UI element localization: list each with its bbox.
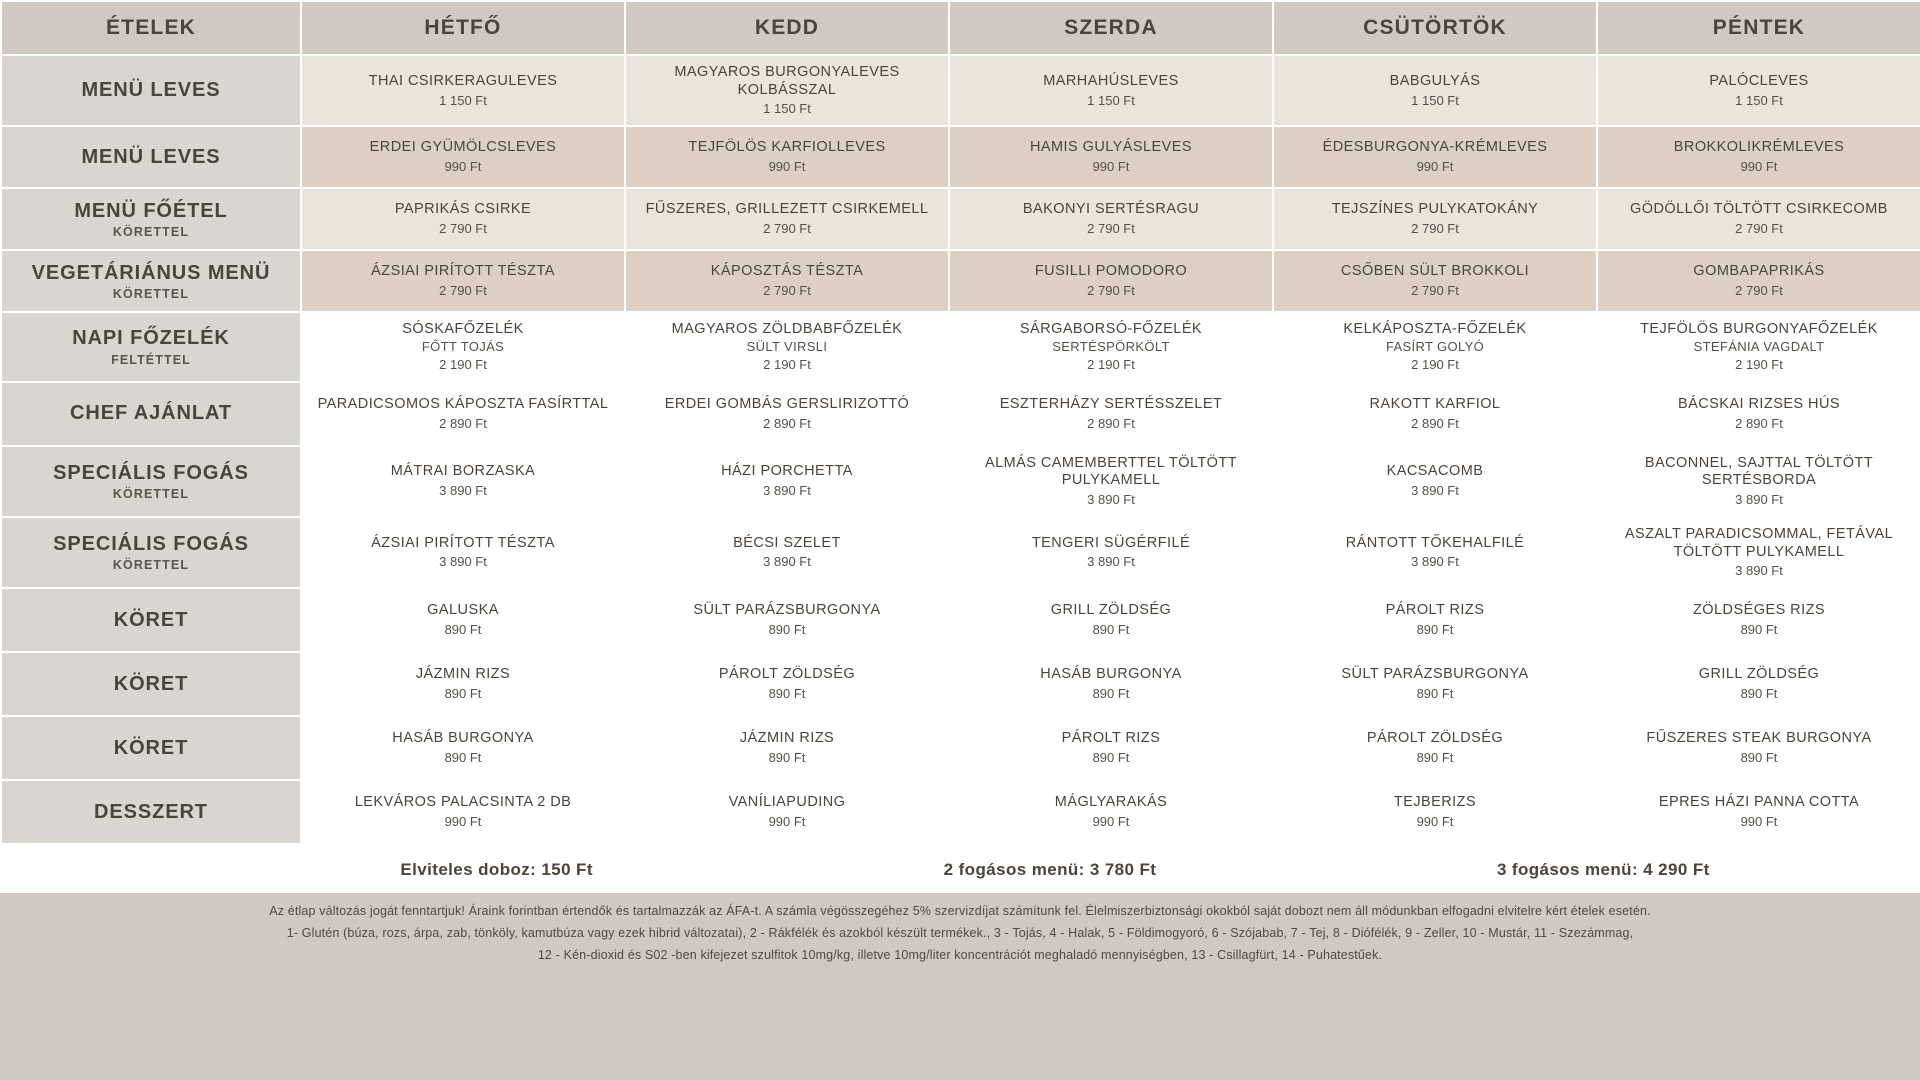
menu-item-cell: [1598, 518, 1920, 587]
menu-item-price: 2 790 Ft: [439, 283, 487, 299]
header-row: [2, 2, 1920, 54]
row-category: [2, 717, 300, 779]
menu-item-cell: [1274, 653, 1596, 715]
menu-item-name: TEJFÖLÖS KARFIOLLEVES: [688, 139, 886, 156]
totals-bar: [0, 847, 1920, 893]
menu-item-name: MÁTRAI BORZASKA: [390, 463, 536, 480]
menu-item-price: 1 150 Ft: [1087, 92, 1135, 108]
menu-item-name: FŰSZERES, GRILLEZETT CSIRKEMELL: [645, 201, 929, 218]
menu-item-price: 890 Ft: [1416, 750, 1454, 766]
menu-item-price: 3 890 Ft: [1735, 563, 1783, 579]
menu-item-price: 2 890 Ft: [439, 415, 487, 431]
menu-item-name: SÜLT PARÁZSBURGONYA: [693, 602, 881, 619]
menu-item-price: 3 890 Ft: [439, 483, 487, 499]
menu-item-cell: [1274, 447, 1596, 516]
row-category: [2, 589, 300, 651]
menu-item-price: 2 790 Ft: [763, 221, 811, 237]
menu-item-name: LEKVÁROS PALACSINTA 2 DB: [354, 794, 572, 811]
menu-item-price: 890 Ft: [1740, 750, 1778, 766]
row-category-label: MENÜ FŐÉTEL: [74, 199, 228, 222]
menu-item-cell: [626, 313, 948, 380]
menu-item-price: 2 790 Ft: [1735, 283, 1783, 299]
menu-item-price: 2 790 Ft: [1087, 221, 1135, 237]
menu-item-price: 990 Ft: [444, 814, 482, 830]
row-category: [2, 251, 300, 311]
menu-item-price: 2 790 Ft: [439, 221, 487, 237]
menu-item-price: 2 790 Ft: [763, 283, 811, 299]
row-category-sublabel: KÖRETTEL: [112, 558, 190, 573]
menu-item-cell: [1598, 56, 1920, 125]
menu-item-cell: [1598, 189, 1920, 249]
header-day-thursday: CSÜTÖRTÖK: [1274, 2, 1596, 54]
menu-item-price: 2 190 Ft: [439, 356, 487, 372]
menu-item-price: 890 Ft: [768, 686, 806, 702]
menu-item-price: 2 190 Ft: [763, 356, 811, 372]
menu-item-cell: [626, 653, 948, 715]
menu-item-price: 1 150 Ft: [1735, 92, 1783, 108]
menu-item-price: 990 Ft: [1416, 159, 1454, 175]
menu-item-price: 2 890 Ft: [1735, 415, 1783, 431]
table-row: [2, 56, 1920, 125]
menu-item-name: ERDEI GYÜMÖLCSLEVES: [369, 139, 557, 156]
menu-item-cell: [626, 383, 948, 445]
row-category: [2, 653, 300, 715]
menu-item-name: KELKÁPOSZTA-FŐZELÉK: [1343, 321, 1527, 338]
header-day-tuesday: KEDD: [626, 2, 948, 54]
menu-item-price: 2 890 Ft: [1087, 415, 1135, 431]
menu-item-name: TEJFÖLÖS BURGONYAFŐZELÉK: [1640, 321, 1878, 338]
menu-item-name: TEJSZÍNES PULYKATOKÁNY: [1331, 201, 1539, 218]
menu-item-price: 890 Ft: [444, 622, 482, 638]
menu-item-name: MAGYAROS BURGONYALEVES KOLBÁSSZAL: [674, 64, 900, 98]
menu-item-name: MARHAHÚSLEVES: [1043, 72, 1179, 89]
menu-item-name: ÁZSIAI PIRÍTOTT TÉSZTA: [371, 263, 555, 280]
menu-item-price: 3 890 Ft: [763, 483, 811, 499]
table-row: [2, 189, 1920, 249]
table-row: [2, 518, 1920, 587]
menu-item-topping: FŐTT TOJÁS: [421, 338, 505, 354]
row-category-label: KÖRET: [113, 608, 189, 631]
row-category-sublabel: FELTÉTTEL: [111, 352, 191, 367]
menu-item-price: 3 890 Ft: [1735, 492, 1783, 508]
menu-item-cell: [302, 56, 624, 125]
menu-item-price: 2 790 Ft: [1411, 283, 1459, 299]
menu-item-price: 2 890 Ft: [763, 415, 811, 431]
menu-item-cell: [626, 447, 948, 516]
menu-item-name: ASZALT PARADICSOMMAL, FETÁVAL TÖLTÖTT PULYKAMELL: [1624, 525, 1894, 560]
row-category: [2, 447, 300, 516]
menu-item-cell: [950, 717, 1272, 779]
menu-item-name: ZÖLDSÉGES RIZS: [1693, 602, 1825, 619]
menu-item-name: MAGYAROS ZÖLDBABFŐZELÉK: [671, 321, 903, 338]
menu-item-cell: [302, 447, 624, 516]
menu-item-name: TENGERI SÜGÉRFILÉ: [1031, 534, 1191, 551]
menu-item-name: MÁGLYARAKÁS: [1054, 794, 1168, 811]
menu-item-price: 890 Ft: [1416, 686, 1454, 702]
row-category-label: KÖRET: [113, 736, 189, 759]
menu-item-cell: [626, 56, 948, 125]
row-category: [2, 781, 300, 843]
menu-item-price: 990 Ft: [1092, 159, 1130, 175]
menu-item-name: ÉDESBURGONYA-KRÉMLEVES: [1322, 139, 1548, 156]
menu-item-name: KÁPOSZTÁS TÉSZTA: [710, 263, 864, 280]
menu-item-cell: [626, 518, 948, 587]
header-day-friday: PÉNTEK: [1598, 2, 1920, 54]
menu-item-topping: STEFÁNIA VAGDALT: [1693, 338, 1825, 354]
menu-item-cell: [302, 589, 624, 651]
menu-item-price: 3 890 Ft: [1087, 554, 1135, 570]
footer-disclaimer: [0, 893, 1920, 1080]
menu-item-price: 2 790 Ft: [1735, 221, 1783, 237]
row-category-label: VEGETÁRIÁNUS MENÜ: [31, 261, 271, 284]
menu-item-cell: [1598, 781, 1920, 843]
menu-item-cell: [950, 127, 1272, 187]
row-category-label: DESSZERT: [94, 800, 208, 823]
menu-item-cell: [1598, 127, 1920, 187]
header-day-monday: HÉTFŐ: [302, 2, 624, 54]
menu-item-name: TEJBERIZS: [1393, 794, 1477, 811]
menu-item-cell: [1274, 313, 1596, 380]
menu-item-price: 2 790 Ft: [1411, 221, 1459, 237]
menu-item-name: SÜLT PARÁZSBURGONYA: [1341, 666, 1529, 683]
menu-item-name: ÁZSIAI PIRÍTOTT TÉSZTA: [371, 534, 555, 551]
menu-item-name: VANÍLIAPUDING: [728, 794, 846, 811]
menu-item-name: PÁROLT RIZS: [1061, 730, 1161, 747]
menu-item-name: FUSILLI POMODORO: [1034, 263, 1188, 280]
table-row: [2, 383, 1920, 445]
menu-item-cell: [1274, 383, 1596, 445]
menu-item-price: 2 790 Ft: [1087, 283, 1135, 299]
menu-item-price: 890 Ft: [768, 622, 806, 638]
menu-item-price: 2 190 Ft: [1087, 356, 1135, 372]
table-row: [2, 127, 1920, 187]
table-header: [2, 2, 1920, 54]
menu-item-price: 3 890 Ft: [1411, 483, 1459, 499]
table-row: [2, 653, 1920, 715]
menu-item-cell: [302, 127, 624, 187]
row-category-label: MENÜ LEVES: [81, 79, 221, 102]
menu-item-price: 2 890 Ft: [1411, 415, 1459, 431]
menu-item-price: 2 190 Ft: [1735, 356, 1783, 372]
menu-item-price: 890 Ft: [1740, 622, 1778, 638]
menu-item-price: 3 890 Ft: [1087, 492, 1135, 508]
row-category-label: KÖRET: [113, 672, 189, 695]
menu-item-name: GOMBAPAPRIKÁS: [1693, 263, 1825, 280]
row-category-sublabel: KÖRETTEL: [112, 486, 190, 501]
menu-item-name: BAKONYI SERTÉSRAGU: [1022, 201, 1200, 218]
menu-item-name: HASÁB BURGONYA: [392, 730, 534, 747]
menu-item-name: BACONNEL, SAJTTAL TÖLTÖTT SERTÉSBORDA: [1644, 454, 1874, 489]
row-category-label: SPECIÁLIS FOGÁS: [53, 461, 249, 484]
menu-item-cell: [950, 383, 1272, 445]
menu-item-name: ESZTERHÁZY SERTÉSSZELET: [999, 395, 1223, 412]
row-category-sublabel: KÖRETTEL: [112, 224, 190, 239]
menu-item-cell: [626, 717, 948, 779]
menu-item-name: BABGULYÁS: [1389, 72, 1481, 89]
menu-item-cell: [950, 447, 1272, 516]
total-two-course-menu: 2 fogásos menü: 3 780 Ft: [943, 860, 1157, 880]
menu-item-cell: [1598, 251, 1920, 311]
menu-item-cell: [626, 589, 948, 651]
menu-item-name: CSŐBEN SÜLT BROKKOLI: [1340, 263, 1530, 280]
menu-item-price: 990 Ft: [444, 159, 482, 175]
menu-item-cell: [1598, 717, 1920, 779]
menu-item-cell: [302, 717, 624, 779]
table-row: [2, 781, 1920, 843]
menu-item-cell: [626, 251, 948, 311]
row-category: [2, 127, 300, 187]
table-row: [2, 251, 1920, 311]
menu-item-cell: [302, 383, 624, 445]
menu-item-price: 890 Ft: [768, 750, 806, 766]
menu-item-price: 1 150 Ft: [1411, 92, 1459, 108]
menu-item-cell: [950, 589, 1272, 651]
menu-item-name: BÁCSKAI RIZSES HÚS: [1678, 395, 1840, 412]
menu-item-price: 1 150 Ft: [763, 101, 811, 117]
footer-line-3: 12 - Kén-dioxid és S02 -ben kifejezet szulfitok 10mg/kg, illetve 10mg/liter koncentrációt meghaladó mennyiségben, 13 - Csillagfürt, 14 - Puhatestűek.: [537, 947, 1383, 962]
menu-item-name: PÁROLT RIZS: [1385, 602, 1485, 619]
menu-item-cell: [950, 653, 1272, 715]
menu-item-price: 890 Ft: [1740, 686, 1778, 702]
menu-item-name: RÁNTOTT TŐKEHALFILÉ: [1345, 534, 1525, 551]
menu-item-name: GALUSKA: [427, 602, 499, 619]
menu-item-cell: [1274, 56, 1596, 125]
menu-item-price: 3 890 Ft: [1411, 554, 1459, 570]
row-category: [2, 56, 300, 125]
menu-item-cell: [302, 189, 624, 249]
menu-item-cell: [302, 251, 624, 311]
menu-item-name: GÖDÖLLŐI TÖLTÖTT CSIRKECOMB: [1630, 201, 1888, 218]
menu-item-name: JÁZMIN RIZS: [415, 666, 511, 683]
menu-item-price: 990 Ft: [1092, 814, 1130, 830]
menu-item-cell: [1274, 781, 1596, 843]
menu-item-cell: [950, 781, 1272, 843]
total-takeaway-box: Elviteles doboz: 150 Ft: [400, 860, 593, 880]
menu-item-name: KACSACOMB: [1386, 463, 1484, 480]
menu-item-cell: [626, 189, 948, 249]
menu-item-cell: [1274, 189, 1596, 249]
menu-item-price: 890 Ft: [1092, 750, 1130, 766]
menu-item-cell: [302, 518, 624, 587]
menu-item-name: GRILL ZÖLDSÉG: [1698, 666, 1820, 683]
menu-item-cell: [1274, 518, 1596, 587]
menu-item-name: HAMIS GULYÁSLEVES: [1029, 139, 1193, 156]
menu-item-cell: [950, 313, 1272, 380]
header-day-wednesday: SZERDA: [950, 2, 1272, 54]
menu-item-name: PAPRIKÁS CSIRKE: [394, 201, 532, 218]
menu-item-cell: [302, 653, 624, 715]
menu-item-price: 990 Ft: [768, 814, 806, 830]
row-category-label: NAPI FŐZELÉK: [72, 327, 230, 350]
menu-item-price: 890 Ft: [1092, 686, 1130, 702]
menu-item-price: 890 Ft: [1092, 622, 1130, 638]
menu-item-name: HASÁB BURGONYA: [1040, 666, 1182, 683]
total-three-course-menu: 3 fogásos menü: 4 290 Ft: [1496, 860, 1710, 880]
menu-item-cell: [1274, 127, 1596, 187]
menu-item-name: ALMÁS CAMEMBERTTEL TÖLTÖTT PULYKAMELL: [984, 454, 1238, 489]
menu-item-price: 890 Ft: [444, 750, 482, 766]
menu-item-price: 890 Ft: [444, 686, 482, 702]
menu-item-price: 990 Ft: [768, 159, 806, 175]
row-category: [2, 313, 300, 380]
menu-item-price: 990 Ft: [1740, 159, 1778, 175]
menu-item-price: 990 Ft: [1740, 814, 1778, 830]
menu-item-cell: [950, 518, 1272, 587]
menu-item-name: BROKKOLIKRÉMLEVES: [1673, 139, 1845, 156]
menu-item-price: 3 890 Ft: [439, 554, 487, 570]
menu-item-name: RAKOTT KARFIOL: [1369, 395, 1501, 412]
menu-item-cell: [1598, 313, 1920, 380]
menu-item-name: ERDEI GOMBÁS GERSLIRIZOTTÓ: [664, 395, 910, 412]
row-category-sublabel: KÖRETTEL: [112, 286, 190, 301]
menu-item-cell: [950, 251, 1272, 311]
table-body: [2, 56, 1920, 843]
menu-item-name: HÁZI PORCHETTA: [721, 463, 853, 480]
menu-item-name: BÉCSI SZELET: [733, 534, 841, 551]
menu-item-name: SÁRGABORSÓ-FŐZELÉK: [1019, 321, 1203, 338]
row-category: [2, 189, 300, 249]
menu-item-name: EPRES HÁZI PANNA COTTA: [1658, 794, 1860, 811]
menu-item-topping: SÜLT VIRSLI: [746, 338, 828, 354]
menu-item-cell: [626, 127, 948, 187]
menu-item-name: PÁROLT ZÖLDSÉG: [718, 666, 856, 683]
menu-item-name: PALÓCLEVES: [1709, 72, 1809, 89]
menu-item-cell: [1598, 653, 1920, 715]
menu-item-price: 2 190 Ft: [1411, 356, 1459, 372]
table-row: [2, 589, 1920, 651]
menu-item-topping: SERTÉSPÖRKÖLT: [1052, 338, 1170, 354]
menu-item-price: 890 Ft: [1416, 622, 1454, 638]
menu-item-name: GRILL ZÖLDSÉG: [1050, 602, 1172, 619]
menu-item-name: PARADICSOMOS KÁPOSZTA FASÍRTTAL: [317, 395, 609, 412]
menu-item-topping: FASÍRT GOLYÓ: [1385, 338, 1485, 354]
menu-item-cell: [1274, 589, 1596, 651]
menu-item-price: 990 Ft: [1416, 814, 1454, 830]
footer-line-1: Az étlap változás jogát fenntartjuk! Áraink forintban értendők és tartalmazzák az ÁFA-t. A számla végösszegéhez 5% szervizdíjat számítunk fel. Élelmiszerbiztonsági okokból saját dobozt nem áll módunkban elfogadni elvitelre kért ételek esetén.: [269, 904, 1651, 919]
menu-item-price: 3 890 Ft: [763, 554, 811, 570]
menu-item-cell: [950, 56, 1272, 125]
table-row: [2, 717, 1920, 779]
table-row: [2, 447, 1920, 516]
row-category-label: CHEF AJÁNLAT: [70, 402, 232, 425]
row-category-label: SPECIÁLIS FOGÁS: [53, 532, 249, 555]
menu-item-name: PÁROLT ZÖLDSÉG: [1366, 730, 1504, 747]
menu-item-name: FŰSZERES STEAK BURGONYA: [1646, 730, 1872, 747]
menu-item-cell: [626, 781, 948, 843]
menu-item-price: 1 150 Ft: [439, 92, 487, 108]
row-category: [2, 383, 300, 445]
menu-item-name: JÁZMIN RIZS: [739, 730, 835, 747]
row-category: [2, 518, 300, 587]
menu-item-name: THAI CSIRKERAGULEVES: [368, 72, 558, 89]
footer-line-2: 1- Glutén (búza, rozs, árpa, zab, tönköly, kamutbúza vagy ezek hibrid változatai), 2 - Rákfélék és azokból készült termékek., 3 - Tojás, 4 - Halak, 5 - Földimogyoró, 6 - Szójabab, 7 - Tej, 8 - Diófélék, 9 - Zeller, 10 - Mustár, 11 - Szezámmag,: [286, 925, 1634, 940]
menu-item-cell: [1598, 383, 1920, 445]
menu-item-cell: [1598, 447, 1920, 516]
header-category: ÉTELEK: [2, 2, 300, 54]
menu-item-cell: [1274, 717, 1596, 779]
menu-item-cell: [950, 189, 1272, 249]
menu-item-cell: [1598, 589, 1920, 651]
menu-item-cell: [1274, 251, 1596, 311]
menu-item-cell: [302, 313, 624, 380]
menu-item-name: SÓSKAFŐZELÉK: [402, 321, 524, 338]
row-category-label: MENÜ LEVES: [81, 146, 221, 169]
table-row: [2, 313, 1920, 380]
menu-item-cell: [302, 781, 624, 843]
